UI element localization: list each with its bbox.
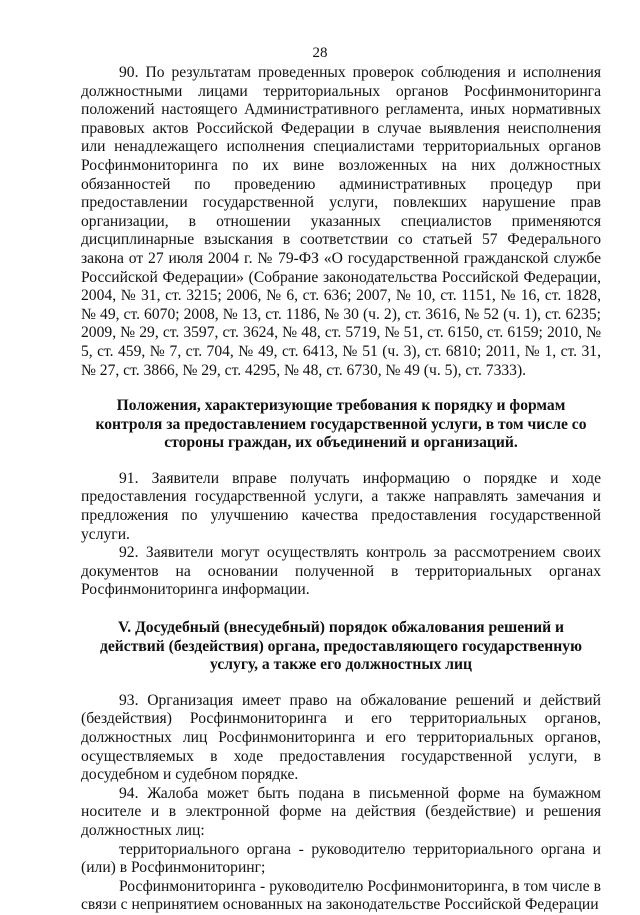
paragraph-91: 91. Заявители вправе получать информацию о порядке и ходе предоставления государственной услуги, а также направлять замечания и предложения по улучшению качества предоставления государственной услуги. [81,469,601,543]
heading-section-5: V. Досудебный (внесудебный) порядок обжалования решений и действий (бездействия) органа, предоставляющего государственную услугу, а также его должностных лиц [100,619,582,674]
paragraph-94: 94. Жалоба может быть подана в письменной форме на бумажном носителе и в электронной форме на действия (бездействие) и решения должностных лиц: [81,784,601,839]
page-number: 28 [312,45,328,61]
spacer [81,675,601,692]
paragraph-94-rosfin: Росфинмониторинга - руководителю Росфинмониторинга, в том числе в связи с непринятием основанных на законодательстве Российской Федерации [81,877,601,914]
paragraph-92: 92. Заявители могут осуществлять контроль за рассмотрением своих документов на основании полученной в территориальных органах Росфинмониторинга информации. [81,544,601,599]
document-body [81,64,601,915]
heading-control-requirements: Положения, характеризующие требования к порядку и формам контроля за предоставлением государственной услуги, в том числе со стороны граждан, их объединений и организаций. [95,397,587,452]
paragraph-90: 90. По результатам проведенных проверок соблюдения и исполнения должностными лицами территориальных органов Росфинмониторинга положений настоящего Административного регламента, иных нормативных правовых актов Российской Федерации в случае выявления неисполнения или ненадлежащего исполнения специалистами территориальных органов Росфинмониторинга по их вине возложенных на них должностных обязанностей по проведению административных процедур при предоставлении государственной услуги, повлекших нарушение прав организации, в отношении указанных специалистов применяются дисциплинарные взыскания в соответствии со статьей 57 Федерального закона от 27 июля 2004 г. № 79-ФЗ «О государственной гражданской службе Российской Федерации» (Собрание законодательства Российской Федерации, 2004, № 31, ст. 3215; 2006, № 6, ст. 636; 2007, № 10, ст. 1151, № 16, ст. 1828, № 49, ст. 6070; 2008, № 13, ст. 1186, № 30 (ч. 2), ст. 3616, № 52 (ч. 1), ст. 6235; 2009, № 29, ст. 3597, ст. 3624, № 48, ст. 5719, № 51, ст. 6150, ст. 6159; 2010, № 5, ст. 459, № 7, ст. 704, № 49, ст. 6413, № 51 (ч. 3), ст. 6810; 2011, № 1, ст. 31, № 27, ст. 3866, № 29, ст. 4295, № 48, ст. 6730, № 49 (ч. 5), ст. 7333). [81,64,601,379]
spacer [81,453,601,470]
spacer [81,380,601,397]
spacer [81,600,601,619]
paragraph-94-territorial: территориального органа - руководителю территориального органа и (или) в Росфинмониторинг; [81,840,601,877]
paragraph-93: 93. Организация имеет право на обжалование решений и действий (бездействия) Росфинмониторинга и его территориальных органов, должностных лиц Росфинмониторинга и его территориальных органов, осуществляемых в ходе предоставления государственной услуги, в досудебном и судебном порядке. [81,691,601,784]
